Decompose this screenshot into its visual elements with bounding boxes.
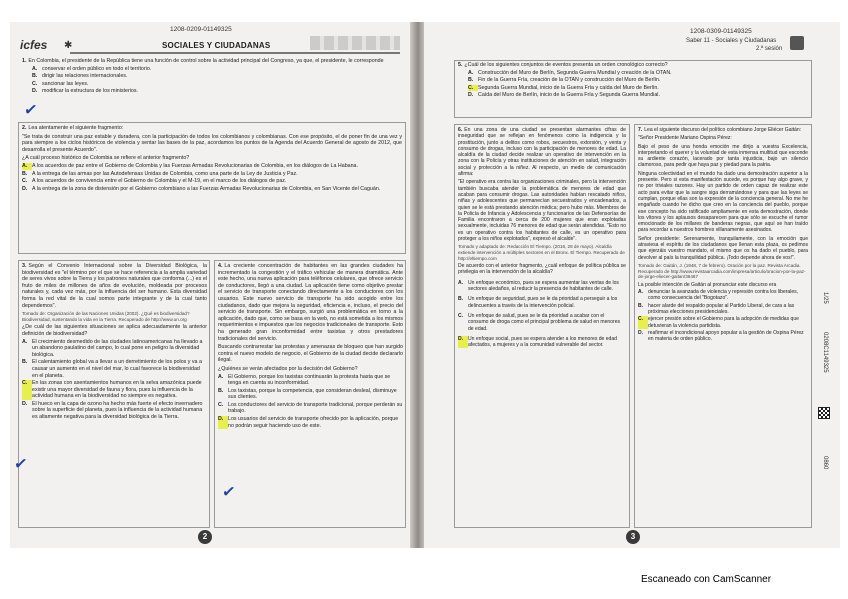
option-d: D. A la entrega de la zona de distensión por el Gobierno colombiano a las Fuerzas Armadas Revolucionarias de Colombia, en San Vicente del Caguán. xyxy=(22,185,381,192)
option-a: A. Un enfoque económico, pues se espera aumentar las ventas de los sectores aledaños, al reducir la presencia de habitantes de calle. xyxy=(458,279,619,293)
side-number: 0860 xyxy=(822,456,828,470)
option-a: A. A los acuerdos de paz entre el Gobierno de Colombia y las Fuerzas Armadas Revolucionarias de Colombia, en los diálogos de La Habana. xyxy=(22,162,358,169)
question-5: 5. ¿Cuál de los siguientes conjuntos de eventos presenta un orden cronológico correcto? A. Construcción del Muro de Berlín, Segunda Guerra Mundial y creación de la OTAN. B. Fin de la Guerra Fría, creación de la OTAN y construcción del Muro de Berlín. C. Segunda Guerra Mundial, inicio de la Guerra Fría y caída del Muro de Berlín. D. Caída del Muro de Berlín, inicio de la Guerra Fría y Segunda Guerra Mundial. xyxy=(458,62,808,99)
page-number: 3 xyxy=(626,530,640,544)
option-d: D. El hueco en la capa de ozono ha hecho más fuerte el efecto invernadero sobre la superficie del planeta, pues la influencia de la actividad humana es altamente negativa para la diversidad biológica de la Tierra. xyxy=(22,400,203,421)
option-a: A. denunciar la avanzada de violencia y represión contra los liberales, como consecuencia del "Bogotazo". xyxy=(638,289,799,302)
booklet-code: 1208-0209-01149325 xyxy=(170,26,232,33)
option-b: B. A la entrega de las armas por las Autodefensas Unidas de Colombia, como una parte de la Ley de Justicia y Paz. xyxy=(22,170,298,177)
option-c: C. A los acuerdos de convivencia entre el Gobierno de Colombia y el M-19, en el marco de los diálogos de paz. xyxy=(22,178,287,185)
option-a: A. Construcción del Muro de Berlín, Segunda Guerra Mundial y creación de la OTAN. xyxy=(468,69,672,76)
option-b: B. Fin de la Guerra Fría, creación de la OTAN y construcción del Muro de Berlín. xyxy=(468,77,661,84)
icfes-logo: icfes xyxy=(20,38,48,52)
page-number: 2 xyxy=(198,530,212,544)
option-d: D. reafirmar el incondicional apoyo popular a la gestión de Ospina Pérez en materia de orden público. xyxy=(638,329,804,343)
question-7: 7. Lea el siguiente discurso del político colombiano Jorge Eliécer Gaitán: "Señor Presidente Mariano Ospina Pérez: Bajo el peso de una honda emoción me dirijo a vuestra Excelencia, interpretando el querer y la voluntad de esta inmensa multitud que esconde su ardiente corazón, lacerado por tanta injusticia, bajo un silencio clamoroso, para pedir que haya paz y piedad para la patria. Ninguna colectividad en el mundo ha dado una demostración superior a la presente. Pero si esta manifestación sucede, es porque hay algo grave, y no por triviales razones. Hay un partido de orden capaz de realizar este acto para evitar que la sangre siga derramándose y para que las leyes se cumplan, porque ellas son la expresión de la conciencia general. No me he engañado cuando he dicho que creo en la conciencia del pueblo, porque ese concepto ha sido ratificado ampliamente en esta demostración, donde los vítores y los aplausos desaparecen para que sólo se escuche el rumor emocionado de los millares de banderas negras, que aquí se han traído para recordar a nuestros hombres villanamente asesinados. Señor presidente: Serenamente, tranquilamente, con la emoción que atraviesa el espíritu de los ciudadanos que llenan esta plaza, os pedimos que ejerzáis vuestro mandato, el mismo que os ha dado el pueblo, para devolver al país la tranquilidad pública. ¡Todo depende ahora de vos!". Tomado de: Gaitán, J. (1948, 7 de febrero). Oración por la paz. Revista Arcadia. Recuperado de http://www.revistaarcadia.com/impresa/articulo/oracion-por-la-paz-de-jorge-eliecer-gaitan/36467 La posible intención de Gaitán al pronunciar este discurso era A. denunciar la avanzada de violencia y represión contra los liberales, como consecuencia del "Bogotazo". B. hacer alarde del respaldo popular al Partido Liberal, de cara a las próximas elecciones presidenciales. C. ejercer presión sobre el Gobierno para la adopción de medidas que detuvieran la violencia partidista. D. reafirmar el incondicional apoyo popular a la gestión de Ospina Pérez en materia de orden público. xyxy=(638,127,808,343)
option-b: B. Un enfoque de seguridad, pues se le da prioridad a perseguir a los delincuentes a través de la intervención policial. xyxy=(458,296,618,309)
option-c: C. ejercer presión sobre el Gobierno para la adopción de medidas que detuvieran la violencia partidista. xyxy=(638,316,799,329)
session-label: 2.ª sesión xyxy=(756,46,783,52)
option-c: C. sancionar las leyes. xyxy=(32,80,89,87)
option-b: B. hacer alarde del respaldo popular al Partido Liberal, de cara a las próximas elecciones presidenciales. xyxy=(638,302,795,315)
option-c: C. En las zonas con asentamientos humanos en la selva amazónica puede existir una mayor diversidad de fauna y flora, pues la influencia de la actividad humana en la biodiversidad no siempre es negativa. xyxy=(22,380,202,400)
option-b: B. El calentamiento global va a llevar a un derretimiento de los polos y va a causar un aumento en el nivel del mar, lo cual favorece la biodiversidad en el planeta. xyxy=(22,359,202,379)
option-a: A. conservar el orden público en todo el territorio. xyxy=(32,65,152,72)
header-rule xyxy=(70,52,400,54)
answer-checkmark-icon: ✓ xyxy=(220,483,237,502)
question-3: 3. Según el Convenio Internacional sobre la Diversidad Biológica, la biodiversidad es "el término por el que se hace referencia a la amplia variedad de seres vivos sobre la Tierra y los patrones naturales que conforma (...) es el fruto de miles de millones de años de evolución, moldeada por procesos naturales y, cada vez más, por la influencia del ser humano. Esta diversidad forma la red vital de la cual somos parte integrante y de la cual tanto dependemos". Tomado de: Organización de las Naciones Unidas (2002). ¿Qué es biodiversidad? Biodiversidad, sustentando la vida en la Tierra. Recuperado de http://www.un.org ¿De cuál de las siguientes situaciones se aplica adecuadamente la anterior definición de biodiversidad? A. El crecimiento desmedido de las ciudades latinoamericanas ha llevado a un abandono paulatino del campo, lo cual pone en peligro la diversidad biológica. B. El calentamiento global va a llevar a un derretimiento de los polos y va a causar un aumento en el nivel del mar, lo cual favorece la biodiversidad en el planeta. C. En las zonas con asentamientos humanos en la selva amazónica puede existir una mayor diversidad de fauna y flora, pues la influencia de la actividad humana en la biodiversidad no siempre es negativa. D. El hueco en la capa de ozono ha hecho más fuerte el efecto invernadero sobre la superficie del planeta, pues la influencia de la actividad humana es altamente negativa para la diversidad biológica de la Tierra. xyxy=(22,263,207,421)
question-2: 2. Lea atentamente el siguiente fragmento: "Se trata de construir una paz estable y duradera, con la participación de todos los colombianos y colombianas. Con ese propósito, el de poner fin de una vez y para siempre a los ciclos históricos de violencia y sentar las bases de la paz, acordamos los puntos de la Agenda del Acuerdo General de agosto de 2012, que desarrolla el presente Acuerdo". ¿A cuál proceso histórico de Colombia se refiere el anterior fragmento? A. A los acuerdos de paz entre el Gobierno de Colombia y las Fuerzas Armadas Revolucionarias de Colombia, en los diálogos de La Habana. B. A la entrega de las armas por las Autodefensas Unidas de Colombia, como una parte de la Ley de Justicia y Paz. C. A los acuerdos de convivencia entre el Gobierno de Colombia y el M-19, en el marco de los diálogos de paz. D. A la entrega de la zona de distensión por el Gobierno colombiano a las Fuerzas Armadas Revolucionarias de Colombia, en San Vicente del Caguán. xyxy=(22,125,402,192)
header-decoration xyxy=(310,36,400,50)
logo-mark-icon: ✱ xyxy=(64,40,73,51)
booklet-code: 1208-0309-01149325 xyxy=(690,28,752,35)
question-1: 1. En Colombia, el presidente de la República tiene una función de control sobre la actividad principal del Congreso, ya que, el presidente, le corresponde A. conservar el orden público en todo el territorio. B. dirigir las relaciones internacionales. C. sancionar las leyes. D. modificar la estructura de los ministerios. xyxy=(22,58,402,95)
scanned-exam-spread xyxy=(0,22,848,552)
option-d: D. Un enfoque social, pues se espera atender a los menores de edad afectados, a mujeres y a la comunidad vulnerable del sector. xyxy=(458,335,617,349)
side-booklet-code: 0208C1149325 xyxy=(822,332,828,373)
option-a: A. El crecimiento desmedido de las ciudades latinoamericanas ha llevado a un abandono paulatino del campo, lo cual pone en peligro la diversidad biológica. xyxy=(22,338,203,358)
left-page xyxy=(10,22,412,548)
option-d: D. modificar la estructura de los ministerios. xyxy=(32,88,138,95)
option-d: D. Los usuarios del servicio de transporte ofrecido por la aplicación, porque no podrán seguir haciendo uso de este. xyxy=(218,416,399,429)
right-page xyxy=(424,22,840,548)
option-c: C. Un enfoque de salud, pues se le da prioridad a acabar con el consumo de droga como el principal problema de salud en menores de edad. xyxy=(458,312,621,332)
section-title: SOCIALES Y CIUDADANAS xyxy=(162,41,271,50)
scanner-watermark: Escaneado con CamScanner xyxy=(641,574,772,585)
option-d: D. Caída del Muro de Berlín, inicio de la Guerra Fría y Segunda Guerra Mundial. xyxy=(468,92,660,99)
option-c: C. Segunda Guerra Mundial, inicio de la Guerra Fría y caída del Muro de Berlín. xyxy=(468,84,659,91)
option-c: C. Los conductores del servicio de transporte tradicional, porque perderán su trabajo. xyxy=(218,401,403,415)
qr-code-icon xyxy=(818,407,830,419)
option-a: A. El Gobierno, porque los taxistas continuarán la protesta hasta que se tenga en cuenta su inconformidad. xyxy=(218,373,391,387)
option-b: B. Los taxistas, porque la competencia, que consideran desleal, disminuye sus clientes. xyxy=(218,387,397,401)
question-4: 4. La creciente concentración de habitantes en las grandes ciudades ha incrementado la congestión y el tráfico vehicular de manera dramática. Ante este hecho, una nueva aplicación para teléfonos celulares, que ofrece servicio de conductores, llegó a una ciudad. La aplicación tiene como objetivo prestar el servicio de transporte conectando directamente a los conductores con los usuarios. Este nuevo servicio de transporte ha sido acogido entre los ciudadanos, dado que mejora la seguridad, eficiencia e, incluso, el precio del servicio de transporte. Sin embargo, surgió una problemática en torno a la aplicación, dado que, como se basa en la web, no está sometida a los mismos requerimientos e impuestos que los negocios tradicionales de transporte. Esto ha generado gran inconformidad entre taxistas y otros prestadores tradicionales del servicio. Buscando contrarrestar las protestas y amenazas de bloqueo que han surgido contra el nuevo modelo de negocio, el Gobierno de la ciudad decide declararlo ilegal. ¿Quiénes se verán afectados por la decisión del Gobierno? A. El Gobierno, porque los taxistas continuarán la protesta hasta que se tenga en cuenta su inconformidad. B. Los taxistas, porque la competencia, que consideran desleal, disminuye sus clientes. C. Los conductores del servicio de transporte tradicional, porque perderán su trabajo. D. Los usuarios del servicio de transporte ofrecido por la aplicación, porque no podrán seguir haciendo uso de este. xyxy=(218,263,403,429)
answer-checkmark-icon: ✓ xyxy=(22,101,39,120)
answer-checkmark-icon: ✓ xyxy=(12,455,29,474)
subject-label: Saber 11 - Sociales y Ciudadanas xyxy=(686,38,777,44)
question-6: 6. En una zona de una ciudad se presentan alarmantes cifras de inseguridad que se reflejan en fenómenos como la indigencia y la prostitución, junto a delitos como robos, secuestros, extorsión, y venta y consumo de drogas, incluso con la participación de menores de edad. La alcaldía de la ciudad decide realizar un operativo de intervención en la zona con la Policía y otras instituciones de atención en salud, integración social y protección a la niñez. Al respecto, un medio de comunicación afirma: "El operativo era contra las organizaciones criminales, pero la intervención también buscaba atender la problemática de menores de edad que acaban para consumir drogas. Las autoridades habían rescatado niños, niñas y adolescentes que permanecían secuestrados y encadenados, a quien se le está prestando atención médica; pero hubo más. Miembros de la Policía de Infancia y Adolescencia y funcionarios de las Defensorías de Familia encontraron a cerca de 200 mujeres que eran explotadas sexualmente, incluidas 76 menores de edad que serán atendidas. "Esto no es un operativo contra los habitantes de calle, es un operativo para proteger a los niños explotados", expresó el alcalde". Tomado y adaptado de: Redacción El Tiempo. (2016, 28 de mayo). Alcaldía extiende intervención a múltiples sectores en el Bronx. El Tiempo. Recuperado de http://eltiempo.com De acuerdo con el anterior fragmento, ¿cuál enfoque de política pública se privilegia en la intervención de la alcaldía? A. Un enfoque económico, pues se espera aumentar las ventas de los sectores aledaños, al reducir la presencia de habitantes de calle. B. Un enfoque de seguridad, pues se le da prioridad a perseguir a los delincuentes a través de la intervención policial. C. Un enfoque de salud, pues se le da prioridad a acabar con el consumo de droga como el principal problema de salud en menores de edad. D. Un enfoque social, pues se espera atender a los menores de edad afectados, a mujeres y a la comunidad vulnerable del sector. xyxy=(458,127,626,349)
side-page-label: 1/25 xyxy=(822,292,828,304)
option-b: B. dirigir las relaciones internacionales. xyxy=(32,73,128,80)
section-badge-icon xyxy=(790,36,804,50)
